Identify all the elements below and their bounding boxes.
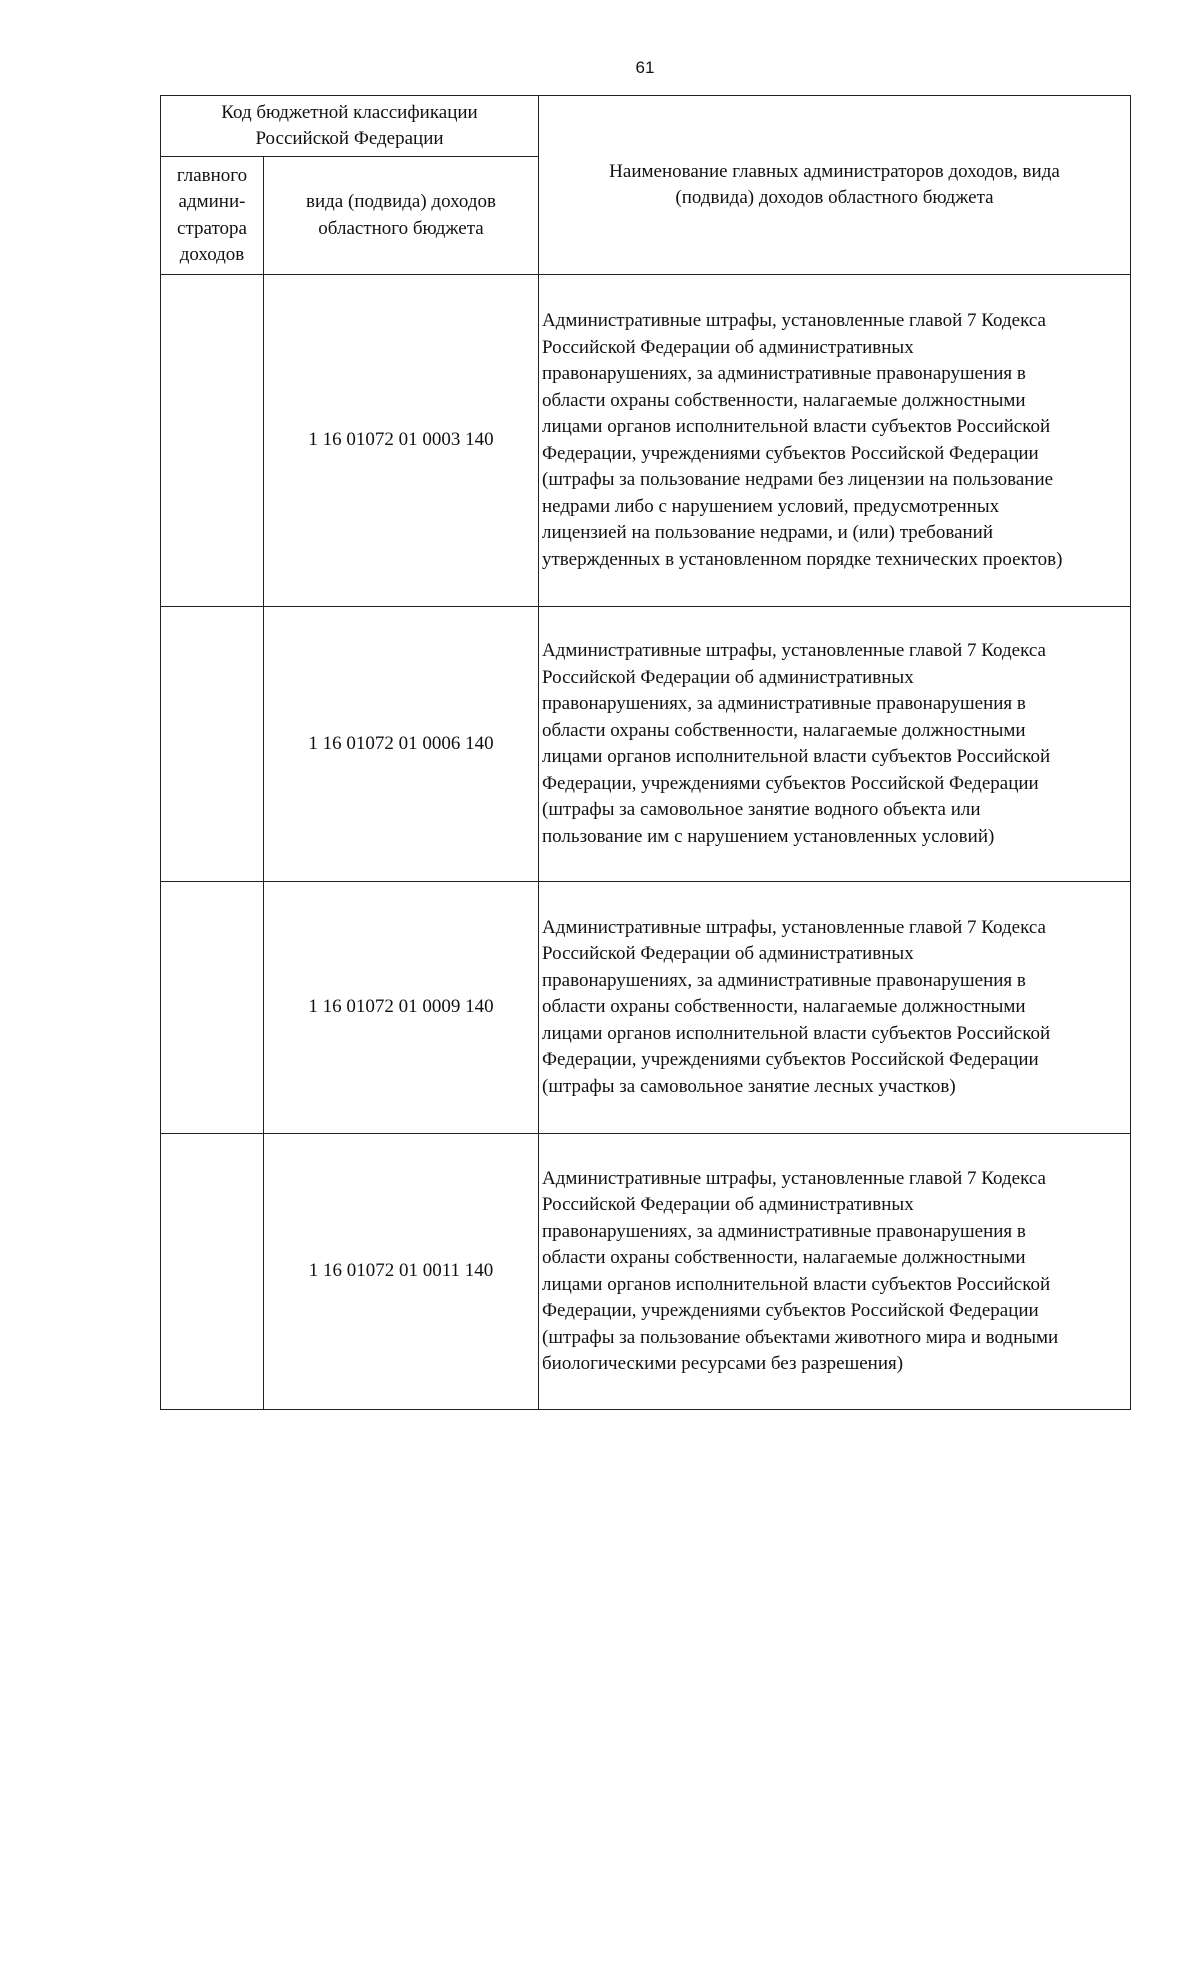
income-name-cell: Административные штрафы, установленные главой 7 Кодекса Российской Федерации об административных правонарушениях, за административные правонарушения в области охраны собственности, налагаемые должностными лицами органов исполнительной власти субъектов Российской Федерации, учреждениями субъектов Российской Федерации (штрафы за пользование объектами животного мира и водными биологическими ресурсами без разрешения)	[539, 1134, 1131, 1410]
header-name-column: Наименование главных администраторов доходов, вида (подвида) доходов областного бюджета	[539, 96, 1131, 275]
table-row	[161, 607, 1131, 882]
budget-classification-table	[160, 95, 1131, 1410]
admin-code-cell	[161, 1134, 264, 1410]
page-number: 61	[635, 58, 655, 77]
income-code-cell: 1 16 01072 01 0006 140	[264, 607, 539, 882]
header-budget-code-group: Код бюджетной классификации Российской Федерации	[161, 96, 539, 157]
income-name-cell: Административные штрафы, установленные главой 7 Кодекса Российской Федерации об административных правонарушениях, за административные правонарушения в области охраны собственности, налагаемые должностными лицами органов исполнительной власти субъектов Российской Федерации, учреждениями субъектов Российской Федерации (штрафы за самовольное занятие водного объекта или пользование им с нарушением установленных условий)	[539, 607, 1131, 882]
income-code-cell: 1 16 01072 01 0003 140	[264, 275, 539, 607]
admin-code-cell	[161, 275, 264, 607]
table-row	[161, 1134, 1131, 1410]
table-row	[161, 882, 1131, 1134]
admin-code-cell	[161, 607, 264, 882]
income-code-cell: 1 16 01072 01 0011 140	[264, 1134, 539, 1410]
income-name-cell: Административные штрафы, установленные главой 7 Кодекса Российской Федерации об административных правонарушениях, за административные правонарушения в области охраны собственности, налагаемые должностными лицами органов исполнительной власти субъектов Российской Федерации, учреждениями субъектов Российской Федерации (штрафы за самовольное занятие лесных участков)	[539, 882, 1131, 1134]
table-row	[161, 275, 1131, 607]
admin-code-cell	[161, 882, 264, 1134]
header-admin-column: главного админи- стратора доходов	[161, 157, 264, 275]
header-income-type-column: вида (подвида) доходов областного бюджета	[264, 157, 539, 275]
income-code-cell: 1 16 01072 01 0009 140	[264, 882, 539, 1134]
table-header-row	[161, 96, 1131, 157]
income-name-cell: Административные штрафы, установленные главой 7 Кодекса Российской Федерации об административных правонарушениях, за административные правонарушения в области охраны собственности, налагаемые должностными лицами органов исполнительной власти субъектов Российской Федерации, учреждениями субъектов Российской Федерации (штрафы за пользование недрами без лицензии на пользование недрами либо с нарушением условий, предусмотренных лицензией на пользование недрами, и (или) требований утвержденных в установленном порядке технических проектов)	[539, 275, 1131, 607]
